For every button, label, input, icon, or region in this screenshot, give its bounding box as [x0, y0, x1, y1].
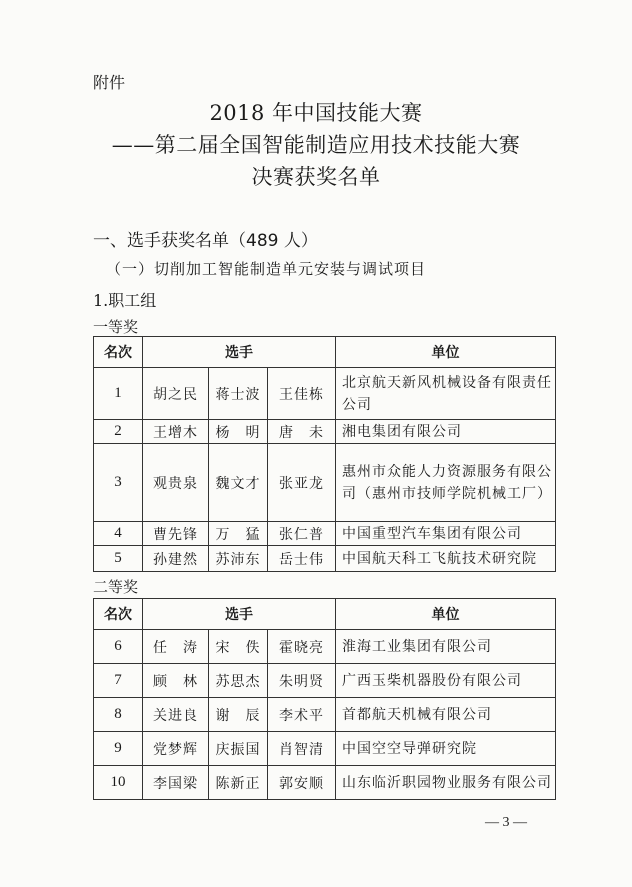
- player-name-cell: 杨 明: [209, 420, 268, 444]
- page-number: — 3 —: [485, 815, 527, 830]
- player-name-cell: 岳士伟: [268, 546, 336, 572]
- player-name-cell: 朱明贤: [268, 664, 336, 698]
- second-prize-label: 二等奖: [93, 578, 139, 596]
- unit-cell: 惠州市众能人力资源服务有限公司（惠州市技师学院机械工厂）: [336, 444, 556, 522]
- player-name-cell: 霍晓亮: [268, 630, 336, 664]
- player-name-cell: 庆振国: [209, 732, 268, 766]
- first-prize-table: [93, 336, 556, 572]
- unit-cell: 中国重型汽车集团有限公司: [336, 522, 556, 546]
- player-name-cell: 李术平: [268, 698, 336, 732]
- player-name-cell: 唐 未: [268, 420, 336, 444]
- unit-cell: 首都航天机械有限公司: [336, 698, 556, 732]
- player-name-cell: 谢 辰: [209, 698, 268, 732]
- table-header-row: [94, 599, 556, 630]
- player-name-cell: 孙建然: [143, 546, 209, 572]
- table-row: [94, 546, 556, 572]
- second-prize-body: [94, 630, 556, 800]
- table-row: [94, 766, 556, 800]
- section-heading: 一、选手获奖名单（489 人）: [93, 231, 318, 251]
- rank-cell: 3: [94, 444, 143, 522]
- second-prize-table: [93, 598, 556, 800]
- section-subheading: （一）切削加工智能制造单元安装与调试项目: [106, 260, 427, 278]
- rank-cell: 5: [94, 546, 143, 572]
- table-row: [94, 732, 556, 766]
- player-name-cell: 苏思杰: [209, 664, 268, 698]
- title-line-1: 2018 年中国技能大赛: [209, 101, 423, 125]
- player-name-cell: 任 涛: [143, 630, 209, 664]
- player-name-cell: 王增木: [143, 420, 209, 444]
- player-name-cell: 苏沛东: [209, 546, 268, 572]
- player-name-cell: 党梦辉: [143, 732, 209, 766]
- rank-cell: 9: [94, 732, 143, 766]
- player-name-cell: 王佳栋: [268, 368, 336, 420]
- player-name-cell: 宋 佚: [209, 630, 268, 664]
- player-name-cell: 胡之民: [143, 368, 209, 420]
- table-row: [94, 444, 556, 522]
- table-row: [94, 522, 556, 546]
- table-row: [94, 630, 556, 664]
- player-name-cell: 李国梁: [143, 766, 209, 800]
- rank-cell: 4: [94, 522, 143, 546]
- first-prize-label: 一等奖: [93, 318, 139, 336]
- unit-cell: 中国航天科工飞航技术研究院: [336, 546, 556, 572]
- table-row: [94, 664, 556, 698]
- title-line-2: ——第二届全国智能制造应用技术技能大赛: [111, 133, 521, 157]
- first-prize-body: [94, 368, 556, 572]
- unit-cell: 中国空空导弹研究院: [336, 732, 556, 766]
- player-name-cell: 张亚龙: [268, 444, 336, 522]
- player-name-cell: 顾 林: [143, 664, 209, 698]
- unit-header: 单位: [336, 337, 556, 368]
- table-row: [94, 698, 556, 732]
- player-name-cell: 肖智清: [268, 732, 336, 766]
- unit-cell: 湘电集团有限公司: [336, 420, 556, 444]
- unit-cell: 广西玉柴机器股份有限公司: [336, 664, 556, 698]
- rank-cell: 10: [94, 766, 143, 800]
- player-name-cell: 曹先锋: [143, 522, 209, 546]
- unit-cell: 北京航天新风机械设备有限责任公司: [336, 368, 556, 420]
- rank-header: 名次: [94, 337, 143, 368]
- attachment-label: 附件: [93, 73, 126, 92]
- player-name-cell: 关进良: [143, 698, 209, 732]
- player-name-cell: 陈新正: [209, 766, 268, 800]
- player-name-cell: 蒋士波: [209, 368, 268, 420]
- group-heading: 1.职工组: [93, 291, 157, 310]
- player-name-cell: 万 猛: [209, 522, 268, 546]
- table-row: [94, 420, 556, 444]
- unit-cell: 山东临沂职园物业服务有限公司: [336, 766, 556, 800]
- rank-cell: 2: [94, 420, 143, 444]
- rank-cell: 6: [94, 630, 143, 664]
- unit-cell: 淮海工业集团有限公司: [336, 630, 556, 664]
- rank-cell: 1: [94, 368, 143, 420]
- table-header-row: [94, 337, 556, 368]
- title-line-3: 决赛获奖名单: [251, 165, 381, 189]
- players-header: 选手: [143, 337, 336, 368]
- players-header: 选手: [143, 599, 336, 630]
- rank-header: 名次: [94, 599, 143, 630]
- unit-header: 单位: [336, 599, 556, 630]
- player-name-cell: 观贵泉: [143, 444, 209, 522]
- rank-cell: 8: [94, 698, 143, 732]
- player-name-cell: 张仁普: [268, 522, 336, 546]
- table-row: [94, 368, 556, 420]
- player-name-cell: 郭安顺: [268, 766, 336, 800]
- rank-cell: 7: [94, 664, 143, 698]
- player-name-cell: 魏文才: [209, 444, 268, 522]
